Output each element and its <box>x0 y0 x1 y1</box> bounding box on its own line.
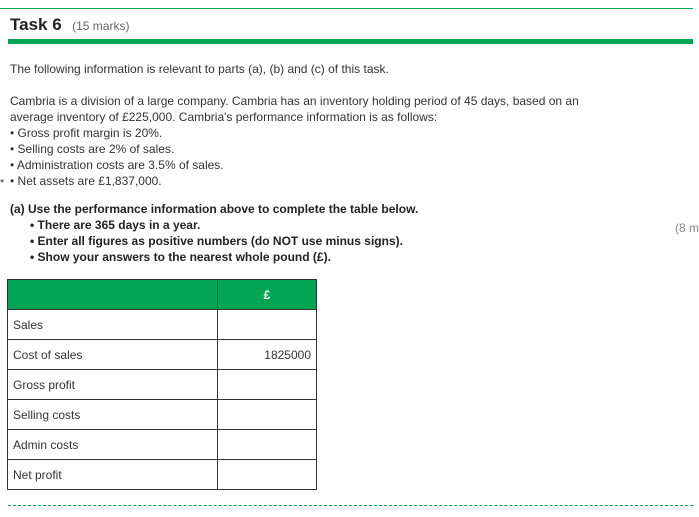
table-row <box>8 340 317 370</box>
part-a-marks: (8 m <box>675 221 699 235</box>
input-cost-of-sales[interactable]: 1825000 <box>218 340 317 370</box>
bullet-admin-costs: • Administration costs are 3.5% of sales. <box>10 158 224 172</box>
part-a-sub-3: • Show your answers to the nearest whole pound (£). <box>30 250 331 264</box>
row-label-cost-of-sales: Cost of sales <box>8 340 218 370</box>
info-line-1: Cambria is a division of a large company. Cambria has an inventory holding period of 45 days, based on an <box>10 94 579 108</box>
input-sales[interactable] <box>218 310 317 340</box>
table-row <box>8 310 317 340</box>
header-pound-cell: £ <box>218 280 317 310</box>
task-marks: (15 marks) <box>72 19 130 33</box>
bullet-net-assets: • Net assets are £1,837,000. <box>10 174 162 188</box>
bullet-selling-costs: • Selling costs are 2% of sales. <box>10 142 175 156</box>
header-label-cell <box>8 280 218 310</box>
table-row <box>8 460 317 490</box>
task-title: Task 6 <box>10 15 62 34</box>
bullet-gross-profit: • Gross profit margin is 20%. <box>10 126 163 140</box>
intro-text: The following information is relevant to parts (a), (b) and (c) of this task. <box>10 62 389 76</box>
row-label-admin-costs: Admin costs <box>8 430 218 460</box>
part-a-sub-1: • There are 365 days in a year. <box>30 218 201 232</box>
input-net-profit[interactable] <box>218 460 317 490</box>
input-admin-costs[interactable] <box>218 430 317 460</box>
task-header <box>10 15 129 35</box>
table-row <box>8 370 317 400</box>
bottom-divider <box>8 505 693 506</box>
row-label-net-profit: Net profit <box>8 460 218 490</box>
table-header-row <box>8 280 317 310</box>
row-label-gross-profit: Gross profit <box>8 370 218 400</box>
header-bar <box>8 39 693 44</box>
stray-dot: • <box>0 174 5 188</box>
part-a-instructions <box>10 201 418 265</box>
row-label-selling-costs: Selling costs <box>8 400 218 430</box>
table-row <box>8 400 317 430</box>
answer-table <box>7 279 317 490</box>
row-label-sales: Sales <box>8 310 218 340</box>
table-row <box>8 430 317 460</box>
part-a-sub-2: • Enter all figures as positive numbers (do NOT use minus signs). <box>30 234 403 248</box>
performance-info <box>10 93 610 189</box>
top-divider <box>0 8 693 9</box>
input-selling-costs[interactable] <box>218 400 317 430</box>
part-a-heading: (a) Use the performance information above to complete the table below. <box>10 202 419 216</box>
info-bullets <box>10 125 610 189</box>
info-line-2: average inventory of £225,000. Cambria's performance information is as follows: <box>10 110 438 124</box>
input-gross-profit[interactable] <box>218 370 317 400</box>
